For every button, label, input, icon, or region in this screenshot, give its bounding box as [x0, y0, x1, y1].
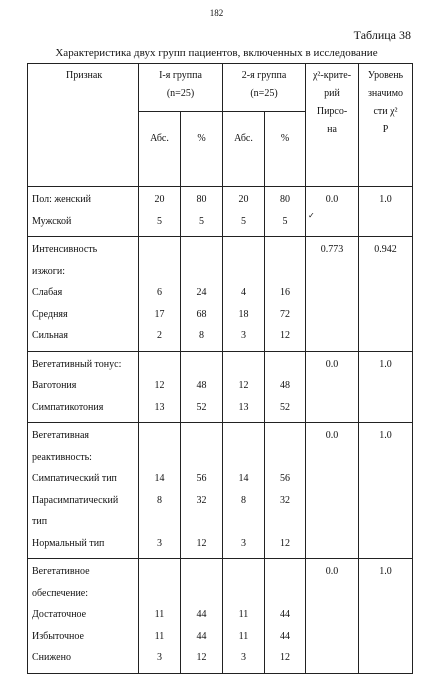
g2-abs-cell: 14 8 3 — [223, 423, 265, 559]
p-cell: 0.942 — [359, 237, 413, 352]
feature-cell: Вегетативное обеспечение: Достаточное Избыточное Снижено — [28, 559, 139, 674]
g1-pct-cell: 80 5 — [181, 187, 223, 237]
page-number: 182 — [209, 8, 224, 18]
g1-abs-cell: 6 17 2 — [139, 237, 181, 352]
g1-abs-cell: 11 11 3 — [139, 559, 181, 674]
g1-abs-cell: 14 8 3 — [139, 423, 181, 559]
characteristics-table — [27, 63, 413, 674]
g2-pct-cell: 48 52 — [265, 351, 306, 423]
p-cell: 1.0 — [359, 351, 413, 423]
table-caption: Характеристика двух групп пациентов, включенных в исследование — [55, 47, 378, 59]
g2-pct-cell: 56 32 12 — [265, 423, 306, 559]
g1-abs-cell: 20 5 — [139, 187, 181, 237]
header-significance: Уровень значимо сти χ² P — [359, 64, 413, 187]
g2-pct-cell: 44 44 12 — [265, 559, 306, 674]
chi-cell: 0.0 — [306, 559, 359, 674]
feature-cell: Интенсивность изжоги: Слабая Средняя Сильная — [28, 237, 139, 352]
g2-pct-cell: 80 5 — [265, 187, 306, 237]
check-mark-icon: ✓ — [308, 210, 315, 220]
table-row — [28, 559, 413, 674]
header-g2-pct: % — [265, 112, 306, 187]
chi-cell: 0.0 — [306, 423, 359, 559]
g1-pct-cell: 44 44 12 — [181, 559, 223, 674]
g1-abs-cell: 12 13 — [139, 351, 181, 423]
header-group2: 2-я группа (n=25) — [223, 64, 306, 112]
header-group1: I-я группа (n=25) — [139, 64, 223, 112]
p-cell: 1.0 — [359, 423, 413, 559]
header-g1-pct: % — [181, 112, 223, 187]
table-label: Таблица 38 — [353, 28, 411, 42]
p-cell: 1.0 — [359, 559, 413, 674]
table-row — [28, 423, 413, 559]
table-row — [28, 351, 413, 423]
chi-cell: 0.773 — [306, 237, 359, 352]
feature-cell: Вегетативный тонус: Ваготония Симпатикотония — [28, 351, 139, 423]
header-g2-abs: Абс. — [223, 112, 265, 187]
g2-abs-cell: 20 5 — [223, 187, 265, 237]
header-row — [28, 64, 413, 112]
table-row — [28, 187, 413, 237]
header-chi-square: χ²-крите- рий Пирсо- на — [306, 64, 359, 187]
g2-abs-cell: 11 11 3 — [223, 559, 265, 674]
g1-pct-cell: 48 52 — [181, 351, 223, 423]
g1-pct-cell: 24 68 8 — [181, 237, 223, 352]
header-g1-abs: Абс. — [139, 112, 181, 187]
g2-abs-cell: 12 13 — [223, 351, 265, 423]
chi-cell: 0.0 — [306, 351, 359, 423]
feature-cell: Вегетативная реактивность: Симпатический тип Парасимпатический тип Нормальный тип — [28, 423, 139, 559]
g2-abs-cell: 4 18 3 — [223, 237, 265, 352]
header-feature: Признак — [28, 64, 139, 187]
chi-cell: 0.0 ✓ — [306, 187, 359, 237]
table-row — [28, 237, 413, 352]
g2-pct-cell: 16 72 12 — [265, 237, 306, 352]
p-cell: 1.0 — [359, 187, 413, 237]
g1-pct-cell: 56 32 12 — [181, 423, 223, 559]
feature-cell: Пол: женский Мужской — [28, 187, 139, 237]
